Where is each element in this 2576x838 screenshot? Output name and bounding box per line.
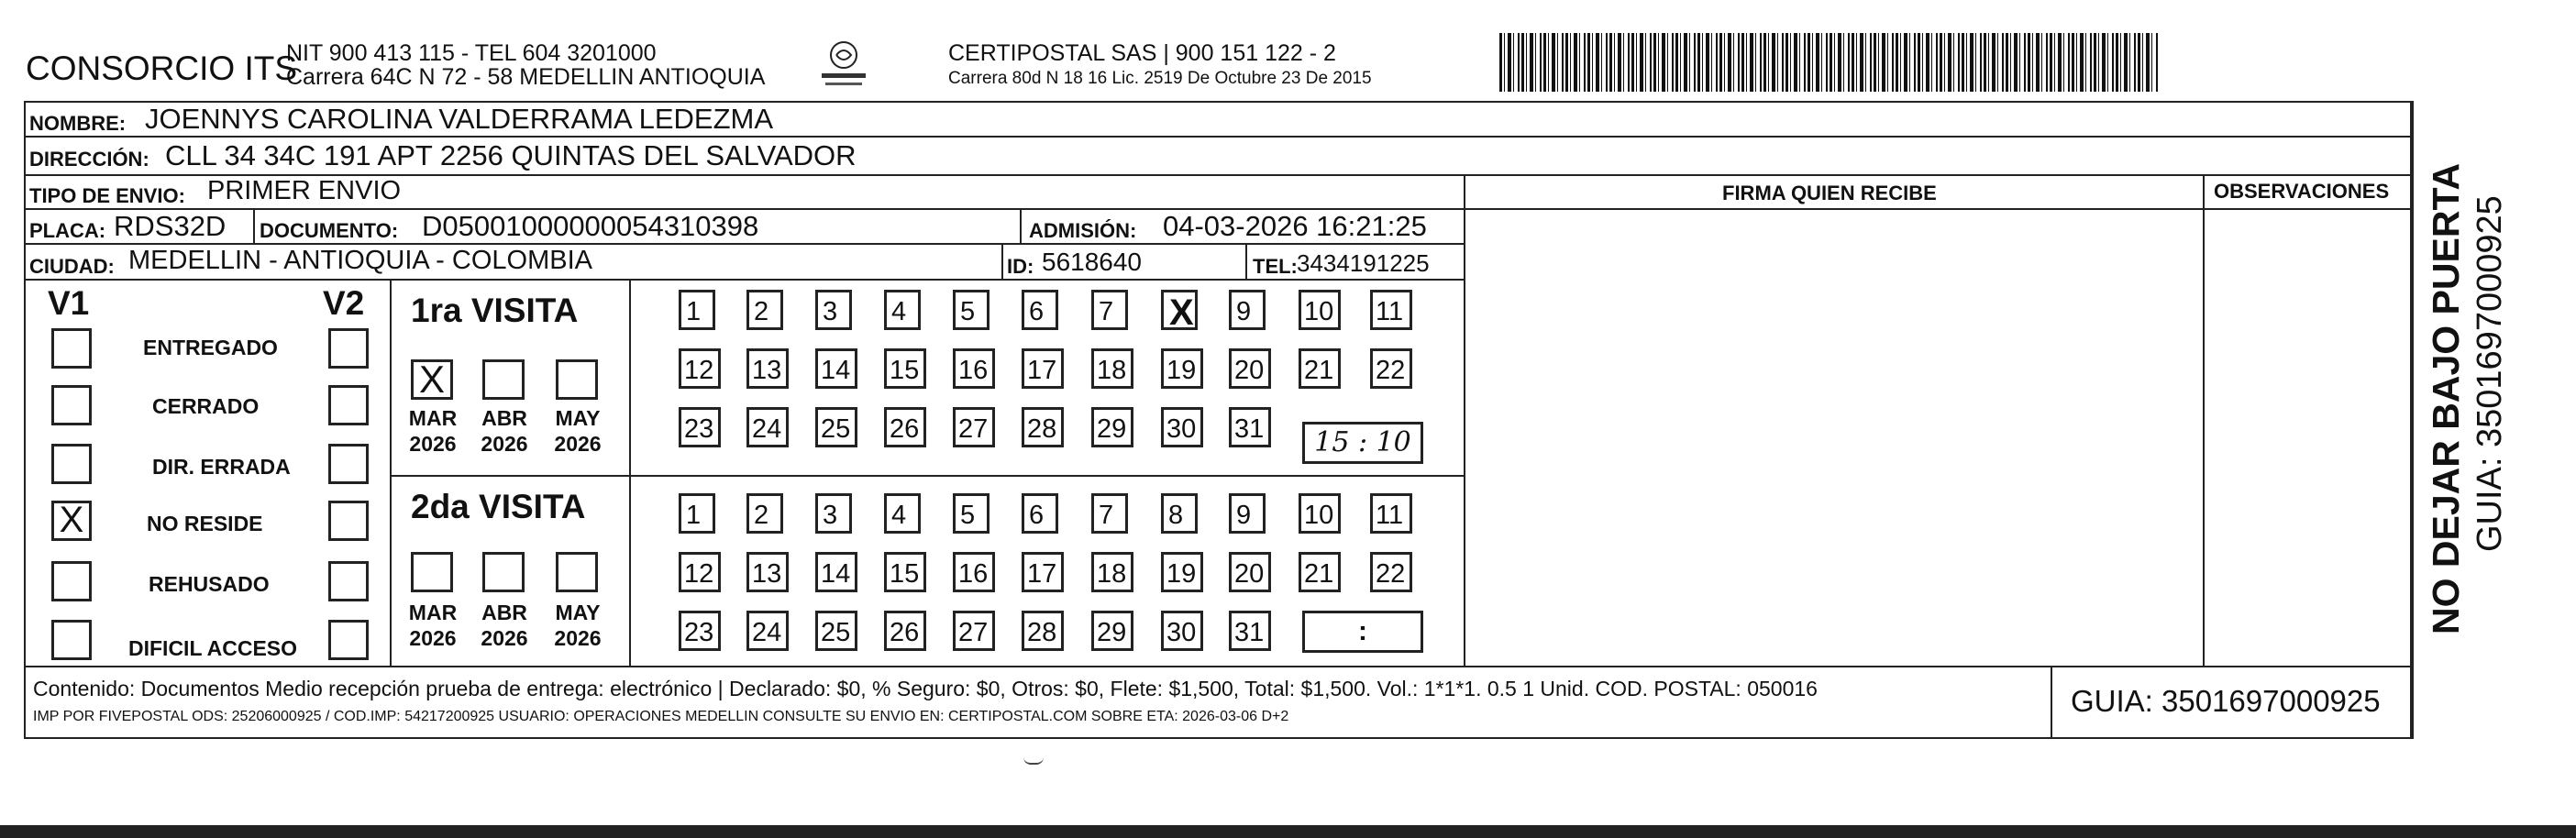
visit2-day-13[interactable]: 13 [746,552,789,592]
visit1-day-3[interactable]: 3 [815,290,852,330]
direccion-value: CLL 34 34C 191 APT 2256 QUINTAS DEL SALVADOR [165,139,857,171]
status-no-reside: NO RESIDE [147,512,263,535]
visit2-day-12[interactable]: 12 [679,552,721,592]
visit2-day-19[interactable]: 19 [1161,552,1203,592]
visit1-may-box[interactable] [556,359,598,400]
visit2-day-29[interactable]: 29 [1091,611,1133,651]
visit2-abr-box[interactable] [482,552,525,592]
visit2-day-7[interactable]: 7 [1091,493,1128,534]
v2-entregado-box[interactable] [328,328,369,369]
carrier-name: CERTIPOSTAL SAS | 900 151 122 - 2 [948,40,1336,66]
visit2-may-box[interactable] [556,552,598,592]
visit1-month-mar: MAR 2026 [408,406,458,456]
visit1-day-30[interactable]: 30 [1161,407,1203,447]
visit1-day-4[interactable]: 4 [884,290,921,330]
visit1-mar-box[interactable]: X [411,359,453,400]
v1-dificil-acceso-box[interactable] [51,620,92,660]
footer-contenido: Contenido: Documentos Medio recepción prueba de entrega: electrónico | Declarado: $0, % Seguro: $0, Otros: $0, Flete: $1,500, Total: $1,500. Vol.: 1*1*1. 0.5 1 Unid. COD. POSTAL: 050016 [33,677,1818,700]
barcode [1499,33,2160,92]
visit2-day-20[interactable]: 20 [1229,552,1271,592]
visit1-day-31[interactable]: 31 [1229,407,1271,447]
nombre-value: JOENNYS CAROLINA VALDERRAMA LEDEZMA [145,103,774,135]
visit2-day-26[interactable]: 26 [884,611,926,651]
carrier-address: Carrera 80d N 18 16 Lic. 2519 De Octubre 23 De 2015 [948,69,1372,88]
tipo-envio-label: TIPO DE ENVIO: [29,184,185,207]
v1-no-reside-box[interactable]: X [51,501,92,541]
tel-value: 3434191225 [1297,249,1430,277]
visit1-day-8[interactable]: X [1161,290,1198,330]
visit1-title: 1ra VISITA [411,292,579,329]
visit1-day-23[interactable]: 23 [679,407,721,447]
v2-dificil-acceso-box[interactable] [328,620,369,660]
v1-dir-errada-box[interactable] [51,444,92,484]
documento-label: DOCUMENTO: [260,219,399,242]
ciudad-label: CIUDAD: [29,255,115,278]
documento-value: D05001000000054310398 [422,210,759,242]
direccion-label: DIRECCIÓN: [29,148,149,171]
visit2-time[interactable]: : [1302,611,1423,653]
visit1-day-24[interactable]: 24 [746,407,789,447]
visit1-day-12[interactable]: 12 [679,348,721,389]
visit1-day-15[interactable]: 15 [884,348,926,389]
visit1-day-6[interactable]: 6 [1022,290,1058,330]
visit1-day-27[interactable]: 27 [953,407,995,447]
visit1-day-29[interactable]: 29 [1091,407,1133,447]
status-dir-errada: DIR. ERRADA [152,455,291,479]
visit2-day-1[interactable]: 1 [679,493,715,534]
visit2-day-6[interactable]: 6 [1022,493,1058,534]
visit2-title: 2da VISITA [411,488,586,525]
v2-rehusado-box[interactable] [328,561,369,601]
visit2-day-3[interactable]: 3 [815,493,852,534]
visit2-day-11[interactable]: 11 [1370,493,1412,534]
visit1-time[interactable]: 15 : 10 [1302,422,1423,464]
certipostal-logo [816,37,871,94]
visit2-day-8[interactable]: 8 [1161,493,1198,534]
visit1-day-7[interactable]: 7 [1091,290,1128,330]
admision-value: 04-03-2026 16:21:25 [1163,210,1427,242]
visit2-day-2[interactable]: 2 [746,493,783,534]
visit2-day-24[interactable]: 24 [746,611,789,651]
visit2-day-23[interactable]: 23 [679,611,721,651]
visit2-day-9[interactable]: 9 [1229,493,1266,534]
visit1-day-16[interactable]: 16 [953,348,995,389]
v2-no-reside-box[interactable] [328,501,369,541]
ciudad-value: MEDELLIN - ANTIOQUIA - COLOMBIA [128,246,592,275]
v1-cerrado-box[interactable] [51,385,92,425]
visit2-day-17[interactable]: 17 [1022,552,1064,592]
visit1-day-25[interactable]: 25 [815,407,857,447]
visit2-day-31[interactable]: 31 [1229,611,1271,651]
v2-header: V2 [323,284,365,322]
visit1-day-2[interactable]: 2 [746,290,783,330]
visit2-day-18[interactable]: 18 [1091,552,1133,592]
id-value: 5618640 [1042,248,1143,276]
company-name: CONSORCIO ITS [26,50,298,87]
visit1-abr-box[interactable] [482,359,525,400]
company-nit: NIT 900 413 115 - TEL 604 3201000 [286,40,657,66]
tel-label: TEL: [1253,255,1298,278]
status-cerrado: CERRADO [152,394,260,418]
visit1-month-may: MAY 2026 [554,406,602,456]
visit2-day-4[interactable]: 4 [884,493,921,534]
visit1-day-11[interactable]: 11 [1370,290,1412,330]
visit1-day-20[interactable]: 20 [1229,348,1271,389]
placa-value: RDS32D [114,210,227,242]
visit2-day-15[interactable]: 15 [884,552,926,592]
visit1-day-9[interactable]: 9 [1229,290,1266,330]
visit1-month-abr: ABR 2026 [481,406,528,456]
stray-mark [1023,757,1044,765]
visit2-day-16[interactable]: 16 [953,552,995,592]
visit2-mar-box[interactable] [411,552,453,592]
visit2-day-22[interactable]: 22 [1370,552,1412,592]
visit1-day-18[interactable]: 18 [1091,348,1133,389]
v1-entregado-box[interactable] [51,328,92,369]
visit1-day-13[interactable]: 13 [746,348,789,389]
footer-imp: IMP POR FIVEPOSTAL ODS: 25206000925 / COD.IMP: 54217200925 USUARIO: OPERACIONES MEDELLIN CONSULTE SU ENVIO EN: CERTIPOSTAL.COM SOBRE ETA: 2026-03-06 D+2 [33,709,1289,724]
side-warning: NO DEJAR BAJO PUERTA [2425,162,2467,634]
firma-header: FIRMA QUIEN RECIBE [1722,182,1937,204]
visit2-day-10[interactable]: 10 [1299,493,1341,534]
v1-rehusado-box[interactable] [51,561,92,601]
v1-header: V1 [48,284,90,322]
visit1-day-22[interactable]: 22 [1370,348,1412,389]
observaciones-header: OBSERVACIONES [2214,180,2390,203]
placa-label: PLACA: [29,219,106,242]
status-entregado: ENTREGADO [143,336,278,359]
status-rehusado: REHUSADO [149,572,270,596]
v2-dir-errada-box[interactable] [328,444,369,484]
nombre-label: NOMBRE: [29,112,127,135]
visit2-day-21[interactable]: 21 [1299,552,1341,592]
visit2-day-30[interactable]: 30 [1161,611,1203,651]
bottom-edge [0,825,2576,838]
visit2-day-28[interactable]: 28 [1022,611,1064,651]
tipo-envio-value: PRIMER ENVIO [207,176,402,205]
id-label: ID: [1007,255,1034,278]
admision-label: ADMISIÓN: [1029,219,1137,242]
status-dificil-acceso: DIFICIL ACCESO [128,636,298,660]
visit1-day-10[interactable]: 10 [1299,290,1341,330]
visit2-month-may: MAY 2026 [554,601,602,650]
visit2-month-abr: ABR 2026 [481,601,528,650]
visit2-day-25[interactable]: 25 [815,611,857,651]
visit2-day-27[interactable]: 27 [953,611,995,651]
visit1-day-1[interactable]: 1 [679,290,715,330]
visit1-day-26[interactable]: 26 [884,407,926,447]
visit1-day-5[interactable]: 5 [953,290,989,330]
visit1-day-21[interactable]: 21 [1299,348,1341,389]
visit1-day-19[interactable]: 19 [1161,348,1203,389]
visit1-day-28[interactable]: 28 [1022,407,1064,447]
visit2-month-mar: MAR 2026 [408,601,458,650]
visit2-day-14[interactable]: 14 [815,552,857,592]
footer-guia: GUIA: 3501697000925 [2071,684,2381,718]
visit1-day-17[interactable]: 17 [1022,348,1064,389]
v2-cerrado-box[interactable] [328,385,369,425]
company-address: Carrera 64C N 72 - 58 MEDELLIN ANTIOQUIA [286,64,766,90]
side-guia: GUIA: 3501697000925 [2471,195,2509,552]
visit1-day-14[interactable]: 14 [815,348,857,389]
visit2-day-5[interactable]: 5 [953,493,989,534]
